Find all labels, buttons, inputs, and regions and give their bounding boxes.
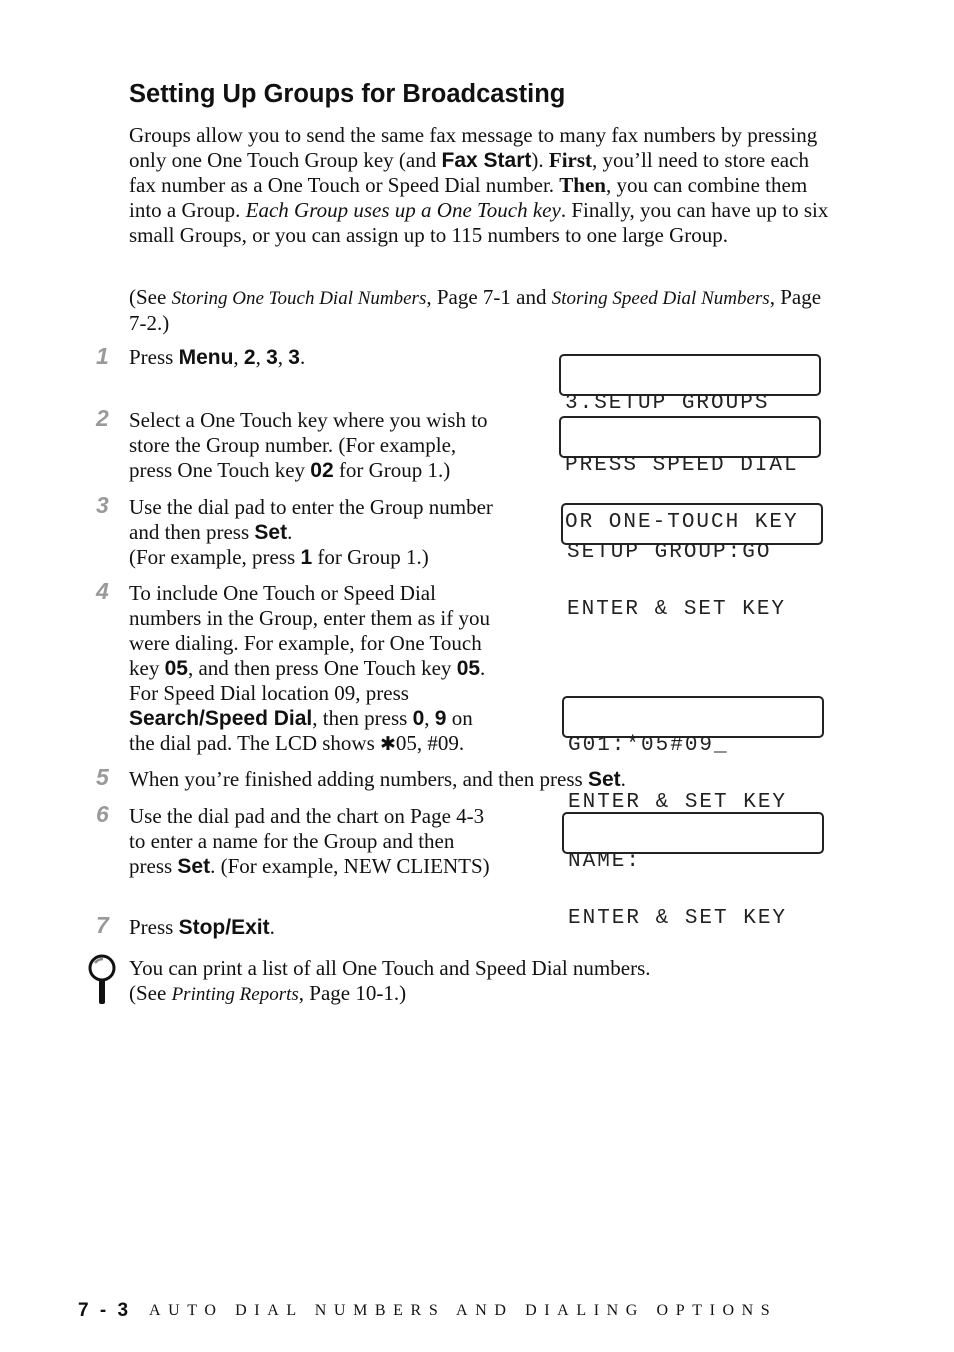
- tip-note: [129, 956, 829, 1007]
- see-reference: [129, 285, 829, 336]
- key-label: Stop/Exit: [178, 916, 270, 939]
- see-text: , Page 7-2.): [129, 285, 822, 335]
- see-text: (See: [129, 285, 172, 309]
- lcd-line-2: ENTER & SET KEY: [568, 791, 788, 814]
- step-number: 1: [96, 343, 109, 369]
- key-label: 0: [412, 707, 425, 730]
- key-label: 2: [243, 346, 256, 369]
- separator: .: [299, 345, 306, 369]
- lcd-display-setup-group-go: [561, 503, 823, 621]
- step-text: ,: [424, 706, 435, 730]
- lcd-line-2: OR ONE-TOUCH KEY: [565, 511, 799, 534]
- step-number: 5: [96, 764, 109, 790]
- separator: ,: [255, 345, 267, 369]
- step-text: for Group 1.): [333, 458, 451, 482]
- step-text: Press: [129, 345, 179, 369]
- step-text: , then press: [312, 706, 413, 730]
- step-6-text: [129, 804, 494, 879]
- key-label: 1: [300, 546, 313, 569]
- intro-paragraph: [129, 123, 829, 248]
- intro-text: , you can combine them into a Group.: [129, 173, 808, 222]
- pin-note-icon: [86, 954, 120, 1008]
- lcd-line-2: ENTER & SET KEY: [568, 907, 788, 930]
- key-label: 3: [266, 346, 278, 369]
- lcd-line-2: ENTER & SET KEY: [567, 598, 787, 621]
- step-number: 4: [96, 578, 109, 604]
- step-text: . (For example, NEW CLIENTS): [210, 854, 490, 878]
- intro-text: , you’ll need to store each fax number as a One Touch or Speed Dial number.: [129, 148, 809, 197]
- intro-text: Groups allow you to send the same fax message to many fax numbers by pressing only one One Touch Group key (and: [129, 123, 818, 172]
- key-label: Set: [254, 521, 288, 544]
- step-text: on the dial pad. The LCD shows: [129, 706, 473, 755]
- step-text: Use the dial pad and the chart on Page 4-3 to enter a name for the Group and then press: [129, 804, 485, 878]
- step-text: Use the dial pad to enter the Group number and then press: [129, 495, 493, 544]
- tip-text: (See: [129, 981, 172, 1005]
- reference-speed-dial: Storing Speed Dial Numbers: [551, 288, 770, 309]
- lcd-line-1: G01:*05#09_: [568, 734, 729, 757]
- lcd-display-name: [562, 812, 824, 930]
- tip-line: You can print a list of all One Touch and Speed Dial numbers.: [129, 956, 651, 980]
- intro-text: . Finally, you can have up to six small Groups, or you can assign up to 115 numbers to one large Group.: [129, 198, 829, 247]
- key-label: 02: [310, 459, 334, 482]
- lcd-line-1: SETUP GROUP:GO: [567, 541, 772, 564]
- key-label: Menu: [178, 346, 234, 369]
- step-number: 6: [96, 801, 109, 827]
- step-4-text: [129, 581, 494, 757]
- step-text: To include One Touch or Speed Dial numbers in the Group, enter them as if you were dialing. For example, for One Touch key: [129, 581, 490, 680]
- lcd-line-1: PRESS SPEED DIAL: [565, 454, 799, 477]
- intro-emphasis-first: First: [548, 148, 593, 172]
- step-text: , and then press One Touch key: [187, 656, 457, 680]
- lcd-line-1: NAME:: [568, 850, 642, 873]
- section-heading: Setting Up Groups for Broadcasting: [129, 80, 566, 108]
- key-label: 9: [434, 707, 447, 730]
- step-text: .: [287, 520, 293, 544]
- key-label: Set: [177, 855, 211, 878]
- reference-printing-reports: Printing Reports: [171, 984, 299, 1005]
- step-7-text: [129, 915, 494, 940]
- star-icon: ✱: [380, 734, 396, 755]
- step-3-text: [129, 495, 494, 570]
- key-label: Set: [587, 768, 621, 791]
- key-label: 3: [288, 346, 300, 369]
- lcd-display-press-key: [559, 416, 821, 534]
- reference-one-touch: Storing One Touch Dial Numbers: [171, 288, 427, 309]
- separator: ,: [233, 345, 244, 369]
- step-text: . For Speed Dial location 09, press: [129, 656, 486, 705]
- tip-text: , Page 10-1.): [298, 981, 407, 1005]
- intro-emphasis-then: Then: [559, 173, 606, 197]
- step-number: 3: [96, 492, 109, 518]
- page-number: 7 - 3: [78, 1300, 132, 1321]
- step-text: .: [269, 915, 275, 939]
- chapter-title: AUTO DIAL NUMBERS AND DIALING OPTIONS: [149, 1302, 778, 1319]
- step-text: When you’re finished adding numbers, and then press: [129, 767, 588, 791]
- lcd-line-1: 3.SETUP GROUPS: [565, 392, 770, 415]
- lcd-display-group-entries: [562, 696, 824, 814]
- step-text: 05, #09.: [395, 731, 465, 755]
- intro-text: ).: [531, 148, 549, 172]
- step-text: .: [620, 767, 626, 791]
- key-label: Search/Speed Dial: [129, 707, 313, 730]
- intro-italic-note: Each Group uses up a One Touch key: [245, 198, 561, 222]
- lcd-display-setup-groups: [559, 354, 821, 415]
- step-text: for Group 1.): [312, 545, 429, 569]
- key-label: 05: [164, 657, 188, 680]
- fax-start-key: Fax Start: [441, 149, 532, 172]
- step-2-text: [129, 408, 494, 483]
- step-text: (For example, press: [129, 545, 301, 569]
- see-text: , Page 7-1 and: [426, 285, 552, 309]
- key-label: 05: [456, 657, 481, 680]
- step-number: 2: [96, 405, 109, 431]
- step-text: Select a One Touch key where you wish to store the Group number. (For example, press One Touch key: [129, 408, 488, 482]
- step-text: Press: [129, 915, 179, 939]
- separator: ,: [277, 345, 289, 369]
- step-1-text: [129, 345, 494, 370]
- step-number: 7: [96, 912, 109, 938]
